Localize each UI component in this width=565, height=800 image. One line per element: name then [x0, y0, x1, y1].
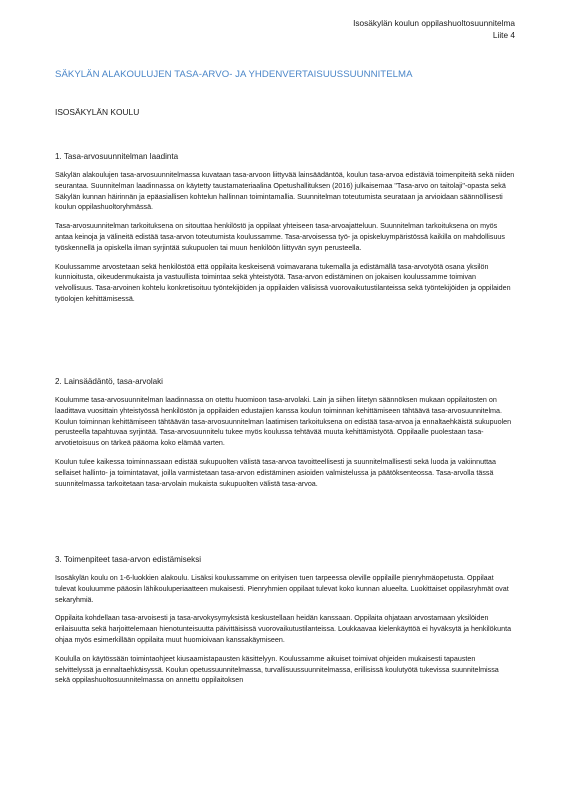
section-paragraph: Koulussamme arvostetaan sekä henkilöstöä että oppilaita keskeisenä voimavarana tukemalla ja edistämällä tasa-arvotyötä osana yksilön kunnioitusta, oikeudenmukaista ja vastuullista toimintaa sekä yhteistyötä. Tasa-arvon edistäminen on jokaisen koulussamme toimivan velvollisuus. Tasa-arvoinen kohtelu konkretisoituu työntekijöiden ja oppilaiden välisissä vuorovaikutustilanteissa sekä työntekijöiden ja oppilaiden työolojen kehittämisessä.: [55, 262, 511, 303]
header-appendix-label: Liite 4: [492, 30, 515, 40]
section-paragraph: Isosäkylän koulu on 1-6-luokkien alakoulu. Lisäksi koulussamme on erityisen tuen tarpeessa oleville oppilaille pienryhmäopetusta. Oppilaat tulevat kouluumme pääosin lähikouluperiaatteen mukaisesti. Pienryhmien oppilaat tulevat koko kunnan alueelta. Luokittaiset oppilasryhmät ovat sekaryhmiä.: [55, 574, 509, 604]
section-paragraph: Koululla on käytössään toimintaohjeet kiusaamistapausten käsittelyyn. Koulussamme aikuiset toimivat ohjeiden mukaisesti tapausten selvittelyssä ja ennaltaehkäisyssä. Koulun opetussuunnitelmassa, turvallisuussuunnitelmassa, erillisissä koulutyötä tukevissa suunnitelmissa sekä oppilashuoltosuunnitelmassa on annettu oppilaitoksen: [55, 654, 499, 685]
section-2: [55, 376, 515, 489]
section-paragraph: Säkylän alakoulujen tasa-arvosuunnitelmassa kuvataan tasa-arvoon liittyvää lainsäädäntöä, koulun tasa-arvoa edistäviä toimenpiteitä sekä niiden seurantaa. Suunnitelman laadinnassa on käytetty taustamateriaalina Opetushallituksen (2016) julkaisemaa "Tasa-arvo on taitolaji"-opasta sekä Säkylän kunnan häirinnän ja epäasiallisen kohtelun hallinnan toimintamallia. Suunnitelman toteutumista seurataan ja arvioidaan säännöllisesti koulun oppilashuoltoryhmässä.: [55, 171, 515, 212]
section-paragraph: Koulun tulee kaikessa toiminnassaan edistää sukupuolten välistä tasa-arvoa tavoitteellisesti ja suunnitelmallisesti sekä luoda ja vakiinnuttaa sellaiset hallinto- ja toimintatavat, joilla varmistetaan tasa-arvon edistäminen asioiden valmistelussa ja päätöksenteossa. Tasa-arvolla tässä suunnitelmassa tarkoitetaan tasa-arvolain mukaista sukupuolten välistä tasa-arvoa.: [55, 457, 496, 488]
section-paragraph: Oppilaita kohdellaan tasa-arvoisesti ja tasa-arvokysymyksistä keskustellaan heidän kanssaan. Oppilaita ohjataan arvostamaan yksilöiden erilaisuutta sekä harjoittelemaan hienotunteisuutta päivittäisissä vuorovaikutustilanteissa. Loukkaavaa kielenkäyttöä ei hyväksytä ja henkilökunta ohjaa myös esimerkillään oppilaita muut huomioivaan kanssakäymiseen.: [55, 614, 512, 644]
school-name: ISOSÄKYLÄN KOULU: [55, 107, 140, 117]
section-3: [55, 554, 515, 686]
header-document-name: Isosäkylän koulun oppilashuoltosuunnitelma: [353, 18, 515, 28]
page-header: [353, 17, 515, 41]
section-heading: 3. Toimenpiteet tasa-arvon edistämiseksi: [55, 555, 202, 564]
document-title: SÄKYLÄN ALAKOULUJEN TASA-ARVO- JA YHDENVERTAISUUSSUUNNITELMA: [55, 69, 413, 80]
section-heading: 1. Tasa-arvosuunnitelman laadinta: [55, 152, 179, 161]
section-1: [55, 151, 515, 305]
section-heading: 2. Lainsäädäntö, tasa-arvolaki: [55, 377, 163, 386]
section-paragraph: Koulumme tasa-arvosuunnitelman laadinnassa on otettu huomioon tasa-arvolaki. Lain ja siihen liitetyn säännöksen mukaan oppilaitosten on laadittava vuosittain yhteistyössä henkilöstön ja oppilaiden edustajien kanssa koulun toiminnan kehittämiseen tähtäävä tasa-arvosuunnitelma. Koulun toiminnan kehittämiseen tähtäävän tasa-arvosuunnitelman laatimisen tarkoituksena on edistää tasa-arvoa ja ennaltaehkäistä sukupuolen perusteella tapahtuvaa syrjintää. Tasa-arvosuunnitelu tukee myös koulussa tehtävää muuta kehittämistyötä. Oppilaalle puolestaan tasa-arvotietoisuus on tärkeä pääoma koko elämää varten.: [55, 396, 512, 448]
section-paragraph: Tasa-arvosuunnitelman tarkoituksena on sitouttaa henkilöstö ja oppilaat yhteiseen tasa-arvoajatteluun. Suunnitelman tarkoituksena on myös antaa keinoja ja välineitä edistää tasa-arvon toteutumista koulussamme. Tasa-arvoisessa työ- ja opiskeluympäristössä kaikilla on mahdollisuus työskennellä ja opiskella ilman syrjintää sukupuolen tai muun henkilöön liittyvän syyn perusteella.: [55, 222, 505, 252]
